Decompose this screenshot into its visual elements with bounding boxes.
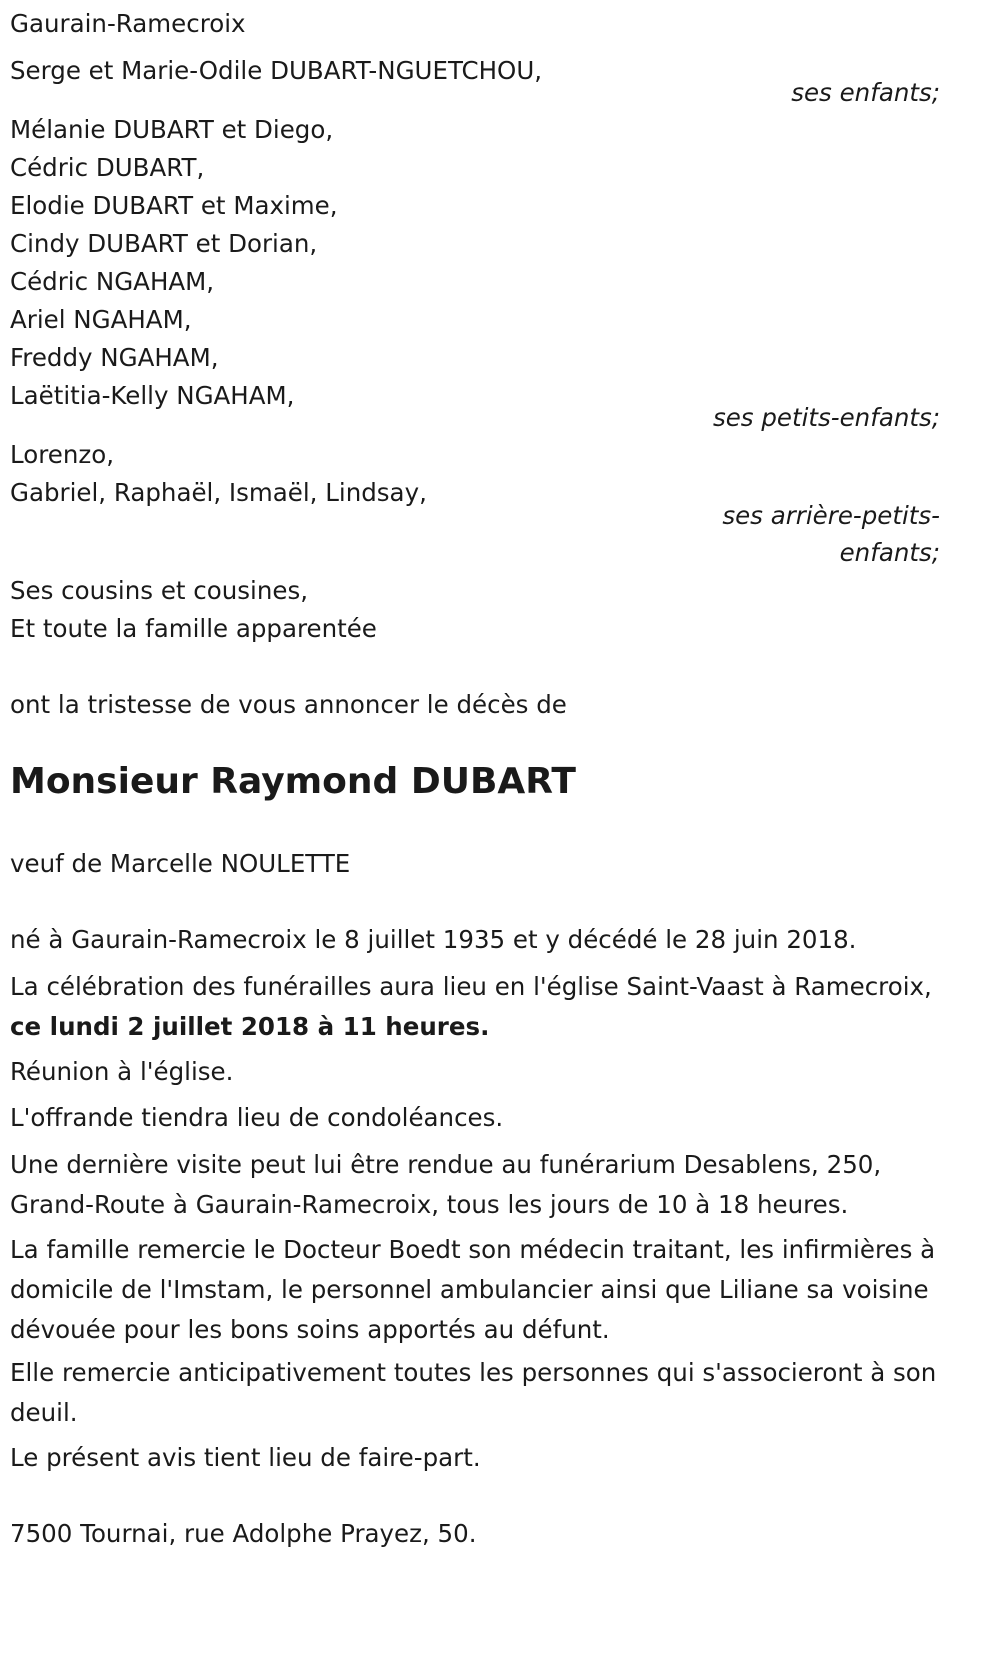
children-label: ses enfants; [791, 78, 940, 107]
announcement: ont la tristesse de vous annoncer le décès de [10, 690, 567, 719]
funeral-paragraph [10, 967, 945, 1047]
grandchild-name: Laëtitia-Kelly NGAHAM, [10, 381, 295, 410]
widower-line: veuf de Marcelle NOULETTE [10, 849, 351, 878]
grandchild-name: Mélanie DUBART et Diego, [10, 115, 334, 144]
deceased-name: Monsieur Raymond DUBART [10, 761, 576, 802]
notice-paragraph: Le présent avis tient lieu de faire-part. [10, 1443, 481, 1472]
thanks-paragraph: La famille remercie le Docteur Boedt son médecin traitant, les infirmières à domicile de l'Imstam, le personnel ambulancier ainsi que Liliane sa voisine dévouée pour les bons soins apportés au défunt. [10, 1235, 936, 1344]
children-name: Serge et Marie-Odile DUBART-NGUETCHOU, [10, 56, 543, 85]
great-grandchildren-label: enfants; [839, 538, 940, 567]
grandchild-name: Elodie DUBART et Maxime, [10, 191, 338, 220]
great-grandchild-name: Gabriel, Raphaël, Ismaël, Lindsay, [10, 478, 427, 507]
offering-paragraph: L'offrande tiendra lieu de condoléances. [10, 1103, 504, 1132]
grandchildren-label: ses petits-enfants; [712, 403, 940, 432]
address-line: 7500 Tournai, rue Adolphe Prayez, 50. [10, 1519, 477, 1548]
grandchild-name: Ariel NGAHAM, [10, 305, 192, 334]
grandchild-name: Cédric DUBART, [10, 153, 205, 182]
great-grandchildren-label: ses arrière-petits- [722, 501, 940, 530]
funeral-date: ce lundi 2 juillet 2018 à 11 heures. [10, 1012, 490, 1041]
funeral-text: La célébration des funérailles aura lieu en l'église Saint-Vaast à Ramecroix, [10, 972, 932, 1001]
grandchild-name: Cédric NGAHAM, [10, 267, 215, 296]
meeting-paragraph: Réunion à l'église. [10, 1057, 234, 1086]
others-line: Ses cousins et cousines, [10, 576, 308, 605]
header-city: Gaurain-Ramecroix [10, 9, 246, 38]
great-grandchild-name: Lorenzo, [10, 440, 114, 469]
grandchild-name: Cindy DUBART et Dorian, [10, 229, 318, 258]
visit-paragraph: Une dernière visite peut lui être rendue au funérarium Desablens, 250, Grand-Route à Gaurain-Ramecroix, tous les jours de 10 à 18 heures. [10, 1150, 882, 1219]
others-line: Et toute la famille apparentée [10, 614, 377, 643]
grandchild-name: Freddy NGAHAM, [10, 343, 219, 372]
birth-death-line: né à Gaurain-Ramecroix le 8 juillet 1935 et y décédé le 28 juin 2018. [10, 925, 857, 954]
thanks-anticipated-paragraph: Elle remercie anticipativement toutes les personnes qui s'associeront à son deuil. [10, 1358, 937, 1427]
